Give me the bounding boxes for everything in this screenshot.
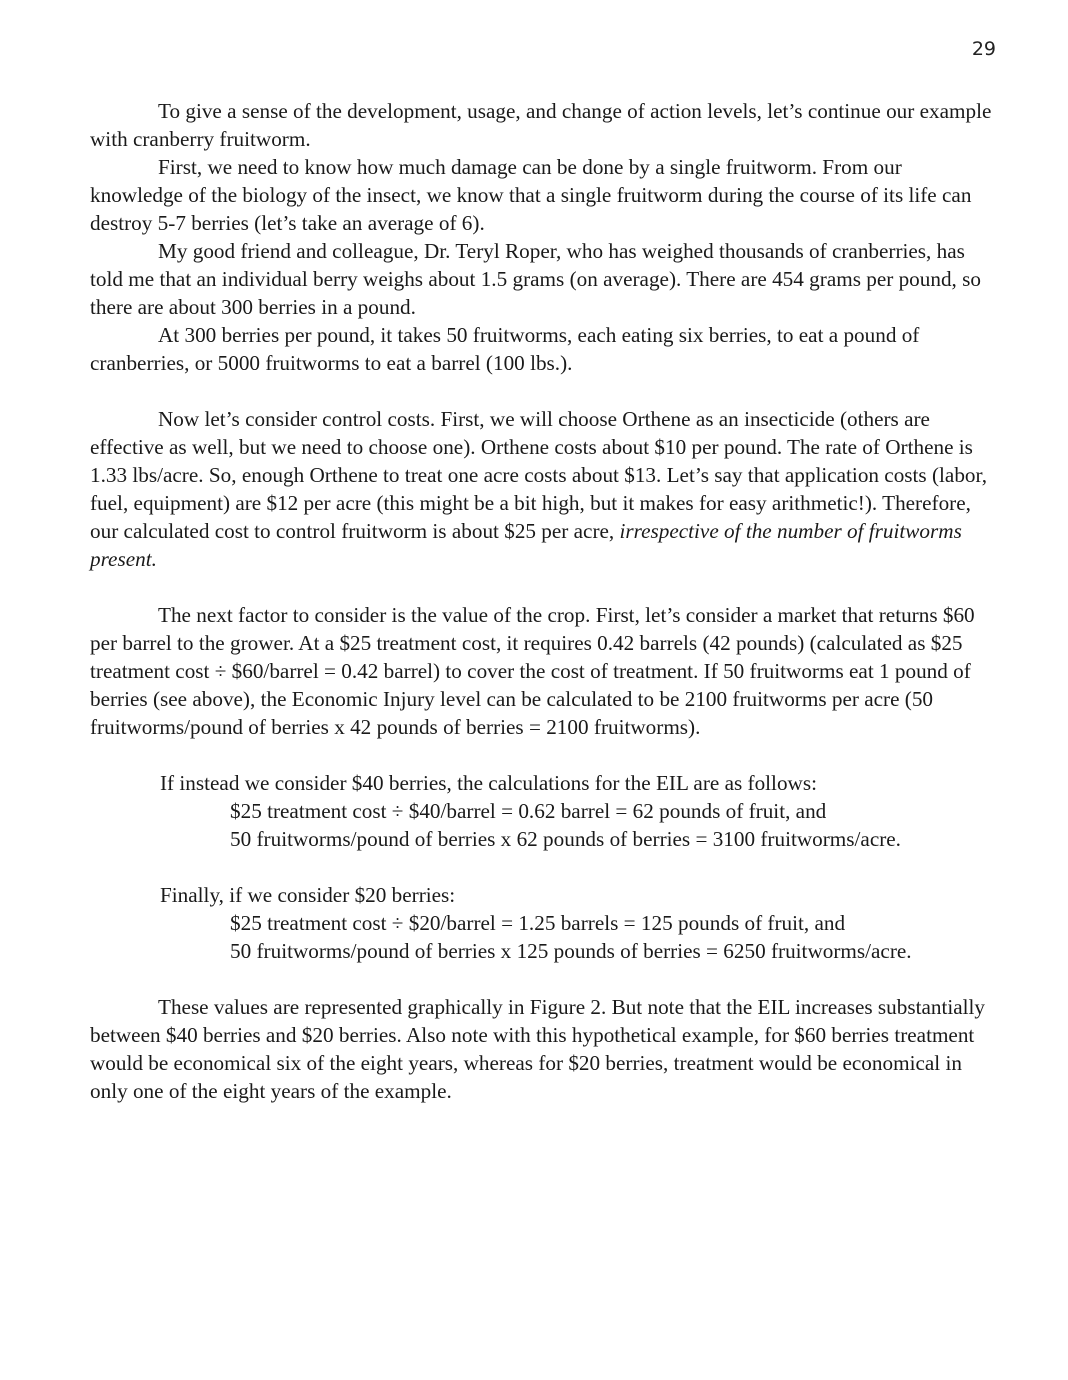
paragraph-20-berries-intro: Finally, if we consider $20 berries: [160, 883, 456, 907]
paragraph-control-costs [90, 405, 992, 573]
paragraph-crop-value: The next factor to consider is the value of the crop. First, let’s consider a market that returns $60 per barrel to the grower. At a $25 treatment cost, it requires 0.42 barrels (42 pounds) (calculated as $25 treatment cost ÷ $60/barrel = 0.42 barrel) to cover the cost of treatment. If 50 fruitworms eat 1 pound of berries (see above), the Economic Injury level can be calculated to be 2100 fruitworms per acre (50 fruitworms/pound of berries x 42 pounds of berries = 2100 fruitworms). [90, 603, 975, 739]
control-costs-text: Now let’s consider control costs. First, we will choose Orthene as an insecticide (others are effective as well, but we need to choose one). Orthene costs about $10 per pound. The rate of Orthene is 1.33 lbs/acre. So, enough Orthene to treat one acre costs about $13. Let’s say that application costs (labor, fuel, equipment) are $12 per acre (this might be a bit high, but it makes for easy arithmetic!). Therefore, our calculated cost to control fruitworm is about $25 per acre, [90, 407, 988, 543]
page-number: 29 [971, 38, 996, 60]
control-costs-italic: irrespective of the number of fruitworms present. [90, 519, 962, 571]
equation-20-eil: 50 fruitworms/pound of berries x 125 pounds of berries = 6250 fruitworms/acre. [230, 939, 912, 963]
equation-40-treatment: $25 treatment cost ÷ $40/barrel = 0.62 barrel = 62 pounds of fruit, and [230, 799, 827, 823]
paragraph-damage: First, we need to know how much damage can be done by a single fruitworm. From our knowledge of the biology of the insect, we know that a single fruitworm during the course of its life can destroy 5-7 berries (let’s take an average of 6). [90, 155, 972, 235]
body-text [90, 97, 992, 1105]
paragraph-fruitworms-per-pound: At 300 berries per pound, it takes 50 fruitworms, each eating six berries, to eat a pound of cranberries, or 5000 fruitworms to eat a barrel (100 lbs.). [90, 323, 920, 375]
equation-40-eil: 50 fruitworms/pound of berries x 62 pounds of berries = 3100 fruitworms/acre. [230, 827, 901, 851]
equation-20-treatment: $25 treatment cost ÷ $20/barrel = 1.25 barrels = 125 pounds of fruit, and [230, 911, 846, 935]
paragraph-figure-summary: These values are represented graphically in Figure 2. But note that the EIL increases substantially between $40 berries and $20 berries. Also note with this hypothetical example, for $60 berries treatment would be economical six of the eight years, whereas for $20 berries, treatment would be economical in only one of the eight years of the example. [90, 995, 986, 1103]
paragraph-intro: To give a sense of the development, usage, and change of action levels, let’s continue our example with cranberry fruitworm. [90, 99, 992, 151]
paragraph-40-berries-intro: If instead we consider $40 berries, the calculations for the EIL are as follows: [160, 771, 817, 795]
paragraph-berry-weight: My good friend and colleague, Dr. Teryl Roper, who has weighed thousands of cranberries, has told me that an individual berry weighs about 1.5 grams (on average). There are 454 grams per pound, so there are about 300 berries in a pound. [90, 239, 981, 319]
